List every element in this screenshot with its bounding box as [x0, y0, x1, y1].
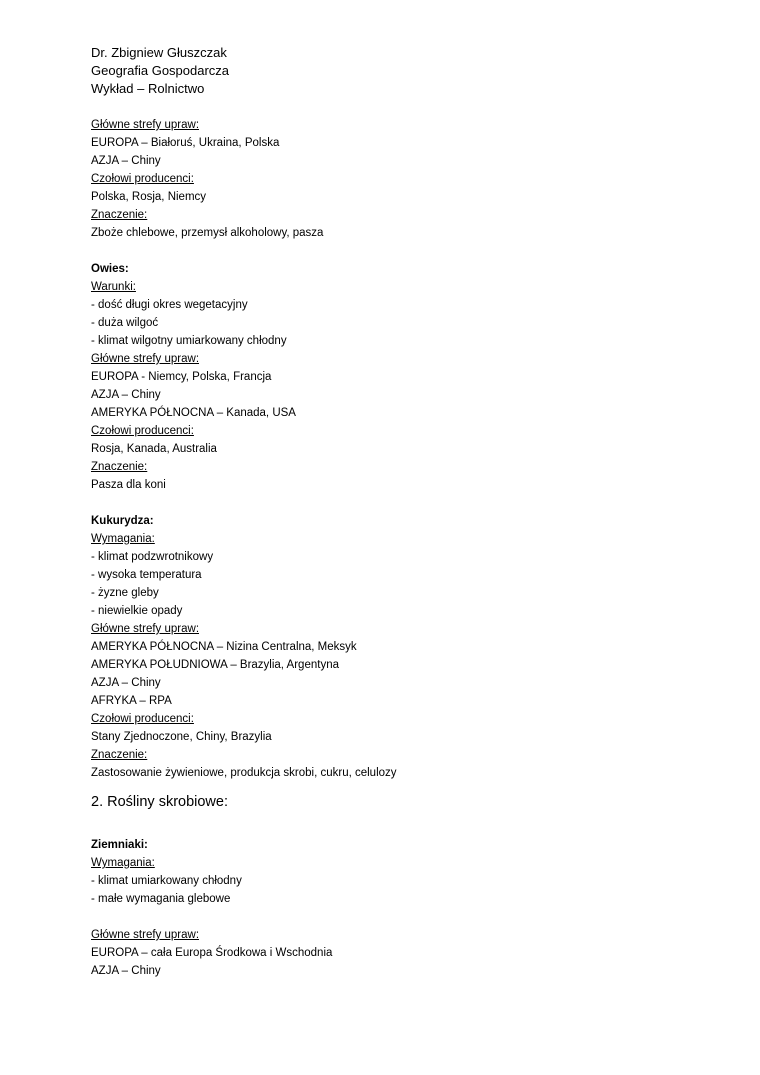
producers-heading: Czołowi producenci: — [91, 173, 194, 185]
significance-text: Pasza dla koni — [91, 479, 166, 491]
significance-text: Zboże chlebowe, przemysł alkoholowy, pasza — [91, 227, 324, 239]
author-name: Dr. Zbigniew Głuszczak — [91, 45, 227, 60]
requirement-item: - klimat umiarkowany chłodny — [91, 875, 242, 887]
producers-text: Stany Zjednoczone, Chiny, Brazylia — [91, 731, 272, 743]
owies-section — [91, 260, 711, 494]
zones-heading: Główne strefy upraw: — [91, 119, 200, 131]
significance-heading: Znaczenie: — [91, 209, 148, 221]
requirements-heading: Wymagania: — [91, 533, 155, 545]
zone-line: AZJA – Chiny — [91, 965, 161, 977]
significance-text: Zastosowanie żywieniowe, produkcja skrobi, cukru, celulozy — [91, 767, 397, 779]
producers-heading: Czołowi producenci: — [91, 713, 194, 725]
condition-item: - dość długi okres wegetacyjny — [91, 299, 248, 311]
lecture-title: Wykład – Rolnictwo — [91, 81, 205, 96]
significance-heading: Znaczenie: — [91, 749, 148, 761]
crop-title: Owies: — [91, 263, 129, 275]
course-title: Geografia Gospodarcza — [91, 63, 230, 78]
zone-line: AFRYKA – RPA — [91, 695, 172, 707]
zones-heading: Główne strefy upraw: — [91, 623, 200, 635]
requirements-heading: Wymagania: — [91, 857, 155, 869]
requirement-item: - klimat podzwrotnikowy — [91, 551, 214, 563]
condition-item: - klimat wilgotny umiarkowany chłodny — [91, 335, 287, 347]
zone-line: AZJA – Chiny — [91, 677, 161, 689]
zone-line: EUROPA - Niemcy, Polska, Francja — [91, 371, 272, 383]
zone-line: AMERYKA PÓŁNOCNA – Nizina Centralna, Meksyk — [91, 641, 357, 653]
condition-item: - duża wilgoć — [91, 317, 159, 329]
document-page — [91, 44, 711, 980]
intro-section — [91, 116, 711, 242]
producers-text: Rosja, Kanada, Australia — [91, 443, 217, 455]
producers-heading: Czołowi producenci: — [91, 425, 194, 437]
conditions-heading: Warunki: — [91, 281, 136, 293]
zones-heading: Główne strefy upraw: — [91, 353, 200, 365]
kukurydza-section — [91, 512, 711, 782]
requirement-item: - niewielkie opady — [91, 605, 183, 617]
zone-line: EUROPA – Białoruś, Ukraina, Polska — [91, 137, 280, 149]
ziemniaki-section — [91, 836, 711, 980]
requirement-item: - małe wymagania glebowe — [91, 893, 231, 905]
requirement-item: - żyzne gleby — [91, 587, 159, 599]
document-header — [91, 44, 711, 98]
significance-heading: Znaczenie: — [91, 461, 148, 473]
zone-line: AMERYKA POŁUDNIOWA – Brazylia, Argentyna — [91, 659, 339, 671]
zones-heading: Główne strefy upraw: — [91, 929, 200, 941]
zone-line: AZJA – Chiny — [91, 389, 161, 401]
crop-title: Kukurydza: — [91, 515, 154, 527]
zone-line: AMERYKA PÓŁNOCNA – Kanada, USA — [91, 407, 296, 419]
crop-title: Ziemniaki: — [91, 839, 148, 851]
section-heading: 2. Rośliny skrobiowe: — [91, 794, 228, 810]
requirement-item: - wysoka temperatura — [91, 569, 202, 581]
zone-line: EUROPA – cała Europa Środkowa i Wschodnia — [91, 947, 333, 959]
producers-text: Polska, Rosja, Niemcy — [91, 191, 207, 203]
zone-line: AZJA – Chiny — [91, 155, 161, 167]
